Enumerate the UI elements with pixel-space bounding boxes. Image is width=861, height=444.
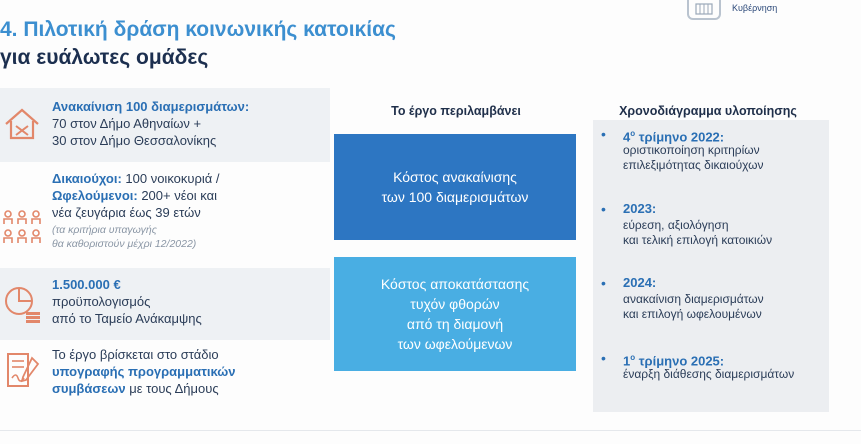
timeline-item-num: 1 [623,353,631,369]
damage-cost-line4: των ωφελούμενων [397,336,513,352]
beneficiaries-label: Δικαιούχοι: [52,171,122,186]
timeline-heading: Χρονοδιάγραμμα υλοποίησης [619,104,797,118]
government-emblem-icon [687,0,721,20]
timeline-item-num: 4 [623,129,631,145]
timeline-item-sup: ο [630,129,636,138]
timeline-item-num: 2023: [623,201,657,216]
beneficiaries-text: 100 νοικοκυριά / [121,171,220,186]
bullet-icon: • [601,275,606,291]
budget-amount: 1.500.000 € [52,277,121,292]
pie-coins-icon [2,284,42,324]
contracts-status-line1: Το έργο βρίσκεται στο στάδιο [52,347,219,362]
house-tools-icon [2,104,42,144]
beneficiaries-block [0,164,330,266]
logo-text: Κυβέρνηση [732,3,778,13]
bottom-divider [0,430,861,431]
renovation-line-thessaloniki: 30 στον Δήμο Θεσσαλονίκης [52,133,217,148]
damage-cost-box [334,257,576,371]
document-signature-icon [2,350,42,390]
includes-heading: Το έργο περιλαμβάνει [391,104,521,118]
budget-block [0,268,330,340]
timeline-item-desc: και τελική επιλογή κατοικιών [623,233,773,247]
recipients-label: Ωφελούμενοι: [52,188,138,203]
timeline-item-sup: ο [630,353,636,362]
timeline-item-desc: εύρεση, αξιολόγηση [623,218,729,232]
renovation-block [0,88,330,162]
page-subtitle: για ευάλωτες ομάδες [0,46,209,69]
damage-cost-line1: Κόστος αποκατάστασης [380,276,530,292]
bullet-icon: • [601,126,606,142]
criteria-note-line2: θα καθοριστούν μέχρι 12/2022) [52,238,197,250]
renovation-cost-line1: Κόστος ανακαίνισης [393,169,517,185]
timeline-item-desc: έναρξη διάθεσης διαμερισμάτων [623,367,795,381]
bullet-icon: • [601,350,606,366]
contracts-status-line3: με τους Δήμους [125,381,219,396]
renovation-heading: Ανακαίνιση 100 διαμερισμάτων: [52,99,250,114]
timeline-item-num: 2024: [623,275,657,290]
recipients-age-text: νέα ζευγάρια έως 39 ετών [52,205,201,220]
renovation-cost-box [334,134,576,240]
timeline-item-title: τρίμηνο 2025: [635,353,725,369]
criteria-note-line1: (τα κριτήρια υπαγωγής [52,224,157,236]
renovation-line-athens: 70 στον Δήμο Αθηναίων + [52,116,202,131]
contracts-status-bold1: υπογραφής προγραμματικών [52,364,236,379]
bullet-icon: • [601,201,606,217]
damage-cost-line2: τυχόν φθορών [410,296,500,312]
people-group-icon [2,208,42,248]
timeline-item-desc: οριστικοποίηση κριτηρίων [623,143,760,157]
timeline-panel [593,120,829,412]
timeline-item-desc: ανακαίνιση διαμερισμάτων [623,292,764,306]
budget-label: προϋπολογισμός [52,294,151,309]
recipients-text: 200+ νέοι και [137,188,217,203]
timeline-item-desc: και επιλογή ωφελουμένων [623,307,762,321]
timeline-item-title: τρίμηνο 2022: [635,129,725,145]
contracts-status-bold2: συμβάσεων [52,381,126,396]
budget-source: από το Ταμείο Ανάκαμψης [52,311,202,326]
damage-cost-line3: από τη διαμονή [406,316,504,332]
timeline-item-desc: επιλεξιμότητας δικαιούχων [623,158,764,172]
page-title: 4. Πιλοτική δράση κοινωνικής κατοικίας [0,18,396,41]
contracts-status-block [0,342,330,404]
renovation-cost-line2: των 100 διαμερισμάτων [381,189,529,205]
